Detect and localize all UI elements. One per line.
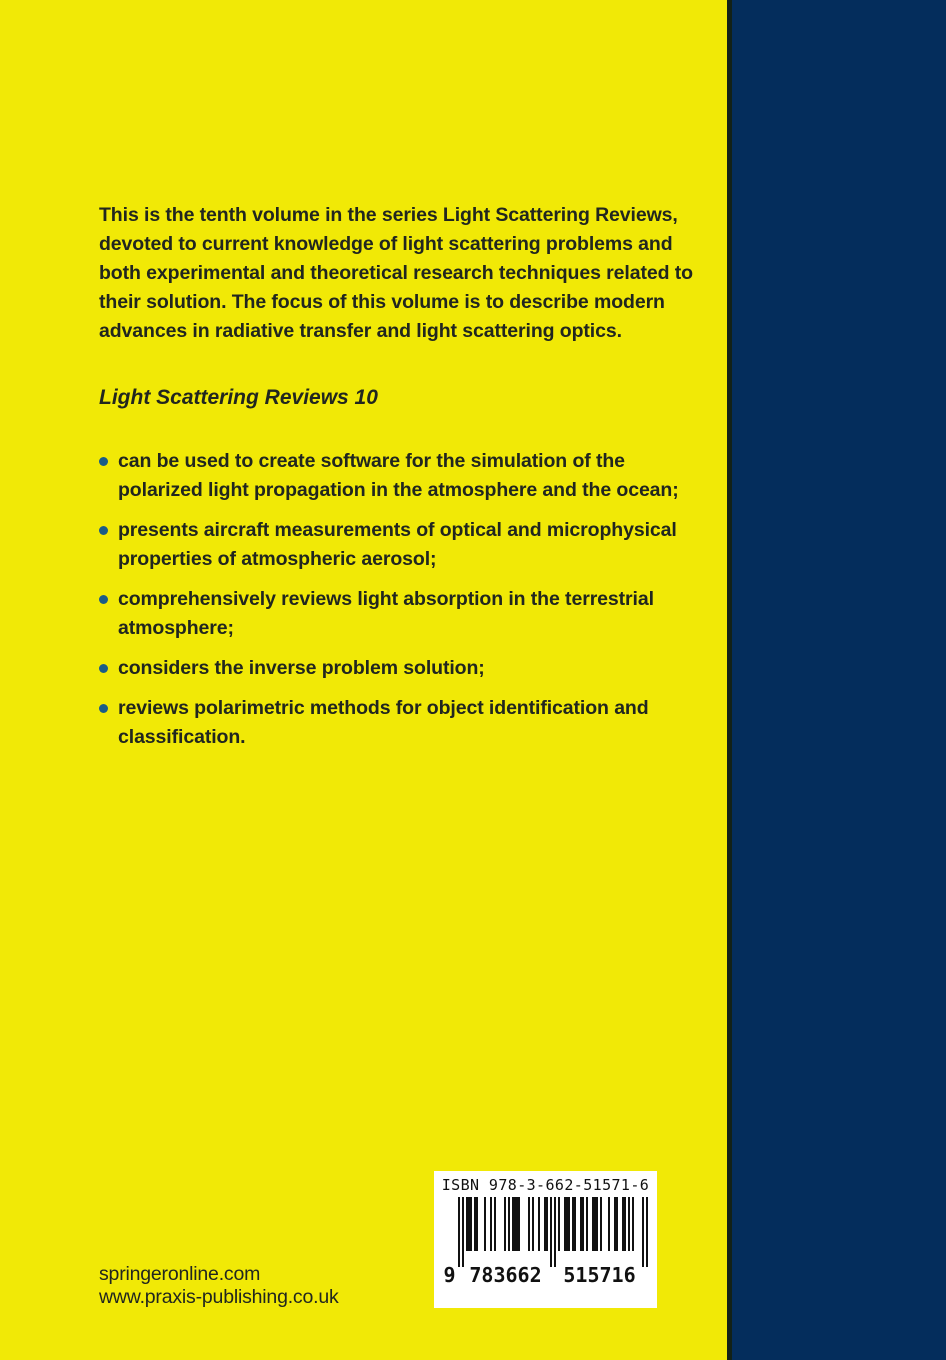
list-item [99, 447, 696, 505]
bullet-list [99, 447, 701, 752]
bullet-text: can be used to create software for the simulation of the polarized light propagation in the atmosphere and the ocean; [118, 450, 679, 501]
bullet-icon [99, 457, 108, 466]
bullet-icon [99, 526, 108, 535]
isbn-label: ISBN 978-3-662-51571-6 [441, 1176, 650, 1194]
list-item [99, 516, 696, 574]
barcode-digit-group: 9 [443, 1263, 456, 1287]
url-praxis-publishing: www.praxis-publishing.co.uk [99, 1285, 339, 1308]
barcode-bars [458, 1197, 648, 1267]
bullet-icon [99, 664, 108, 673]
bullet-text: comprehensively reviews light absorption in the terrestrial atmosphere; [118, 588, 654, 639]
list-item [99, 654, 696, 683]
barcode-panel [434, 1171, 657, 1308]
list-item [99, 585, 696, 643]
ean13-barcode [444, 1197, 648, 1293]
bullet-text: considers the inverse problem solution; [118, 657, 485, 679]
back-cover-blurb [99, 201, 701, 763]
url-springeronline: springeronline.com [99, 1263, 261, 1285]
publisher-urls [99, 1263, 339, 1308]
spine-strip [732, 0, 946, 1360]
bullet-icon [99, 704, 108, 713]
bullet-text: reviews polarimetric methods for object identification and classification. [118, 697, 649, 748]
barcode-digit-group: 515716 [563, 1263, 636, 1287]
blurb-paragraph: This is the tenth volume in the series Light Scattering Reviews, devoted to current knowledge of light scattering problems and both experimental and theoretical research techniques related to their solution. The focus of this volume is to describe modern advances in radiative transfer and light scattering optics. [99, 204, 693, 342]
bullet-text: presents aircraft measurements of optical and microphysical properties of atmospheric aerosol; [118, 519, 677, 570]
bullet-icon [99, 595, 108, 604]
list-item [99, 694, 696, 752]
barcode-digit-group: 783662 [469, 1263, 542, 1287]
series-title: Light Scattering Reviews 10 [99, 386, 378, 409]
